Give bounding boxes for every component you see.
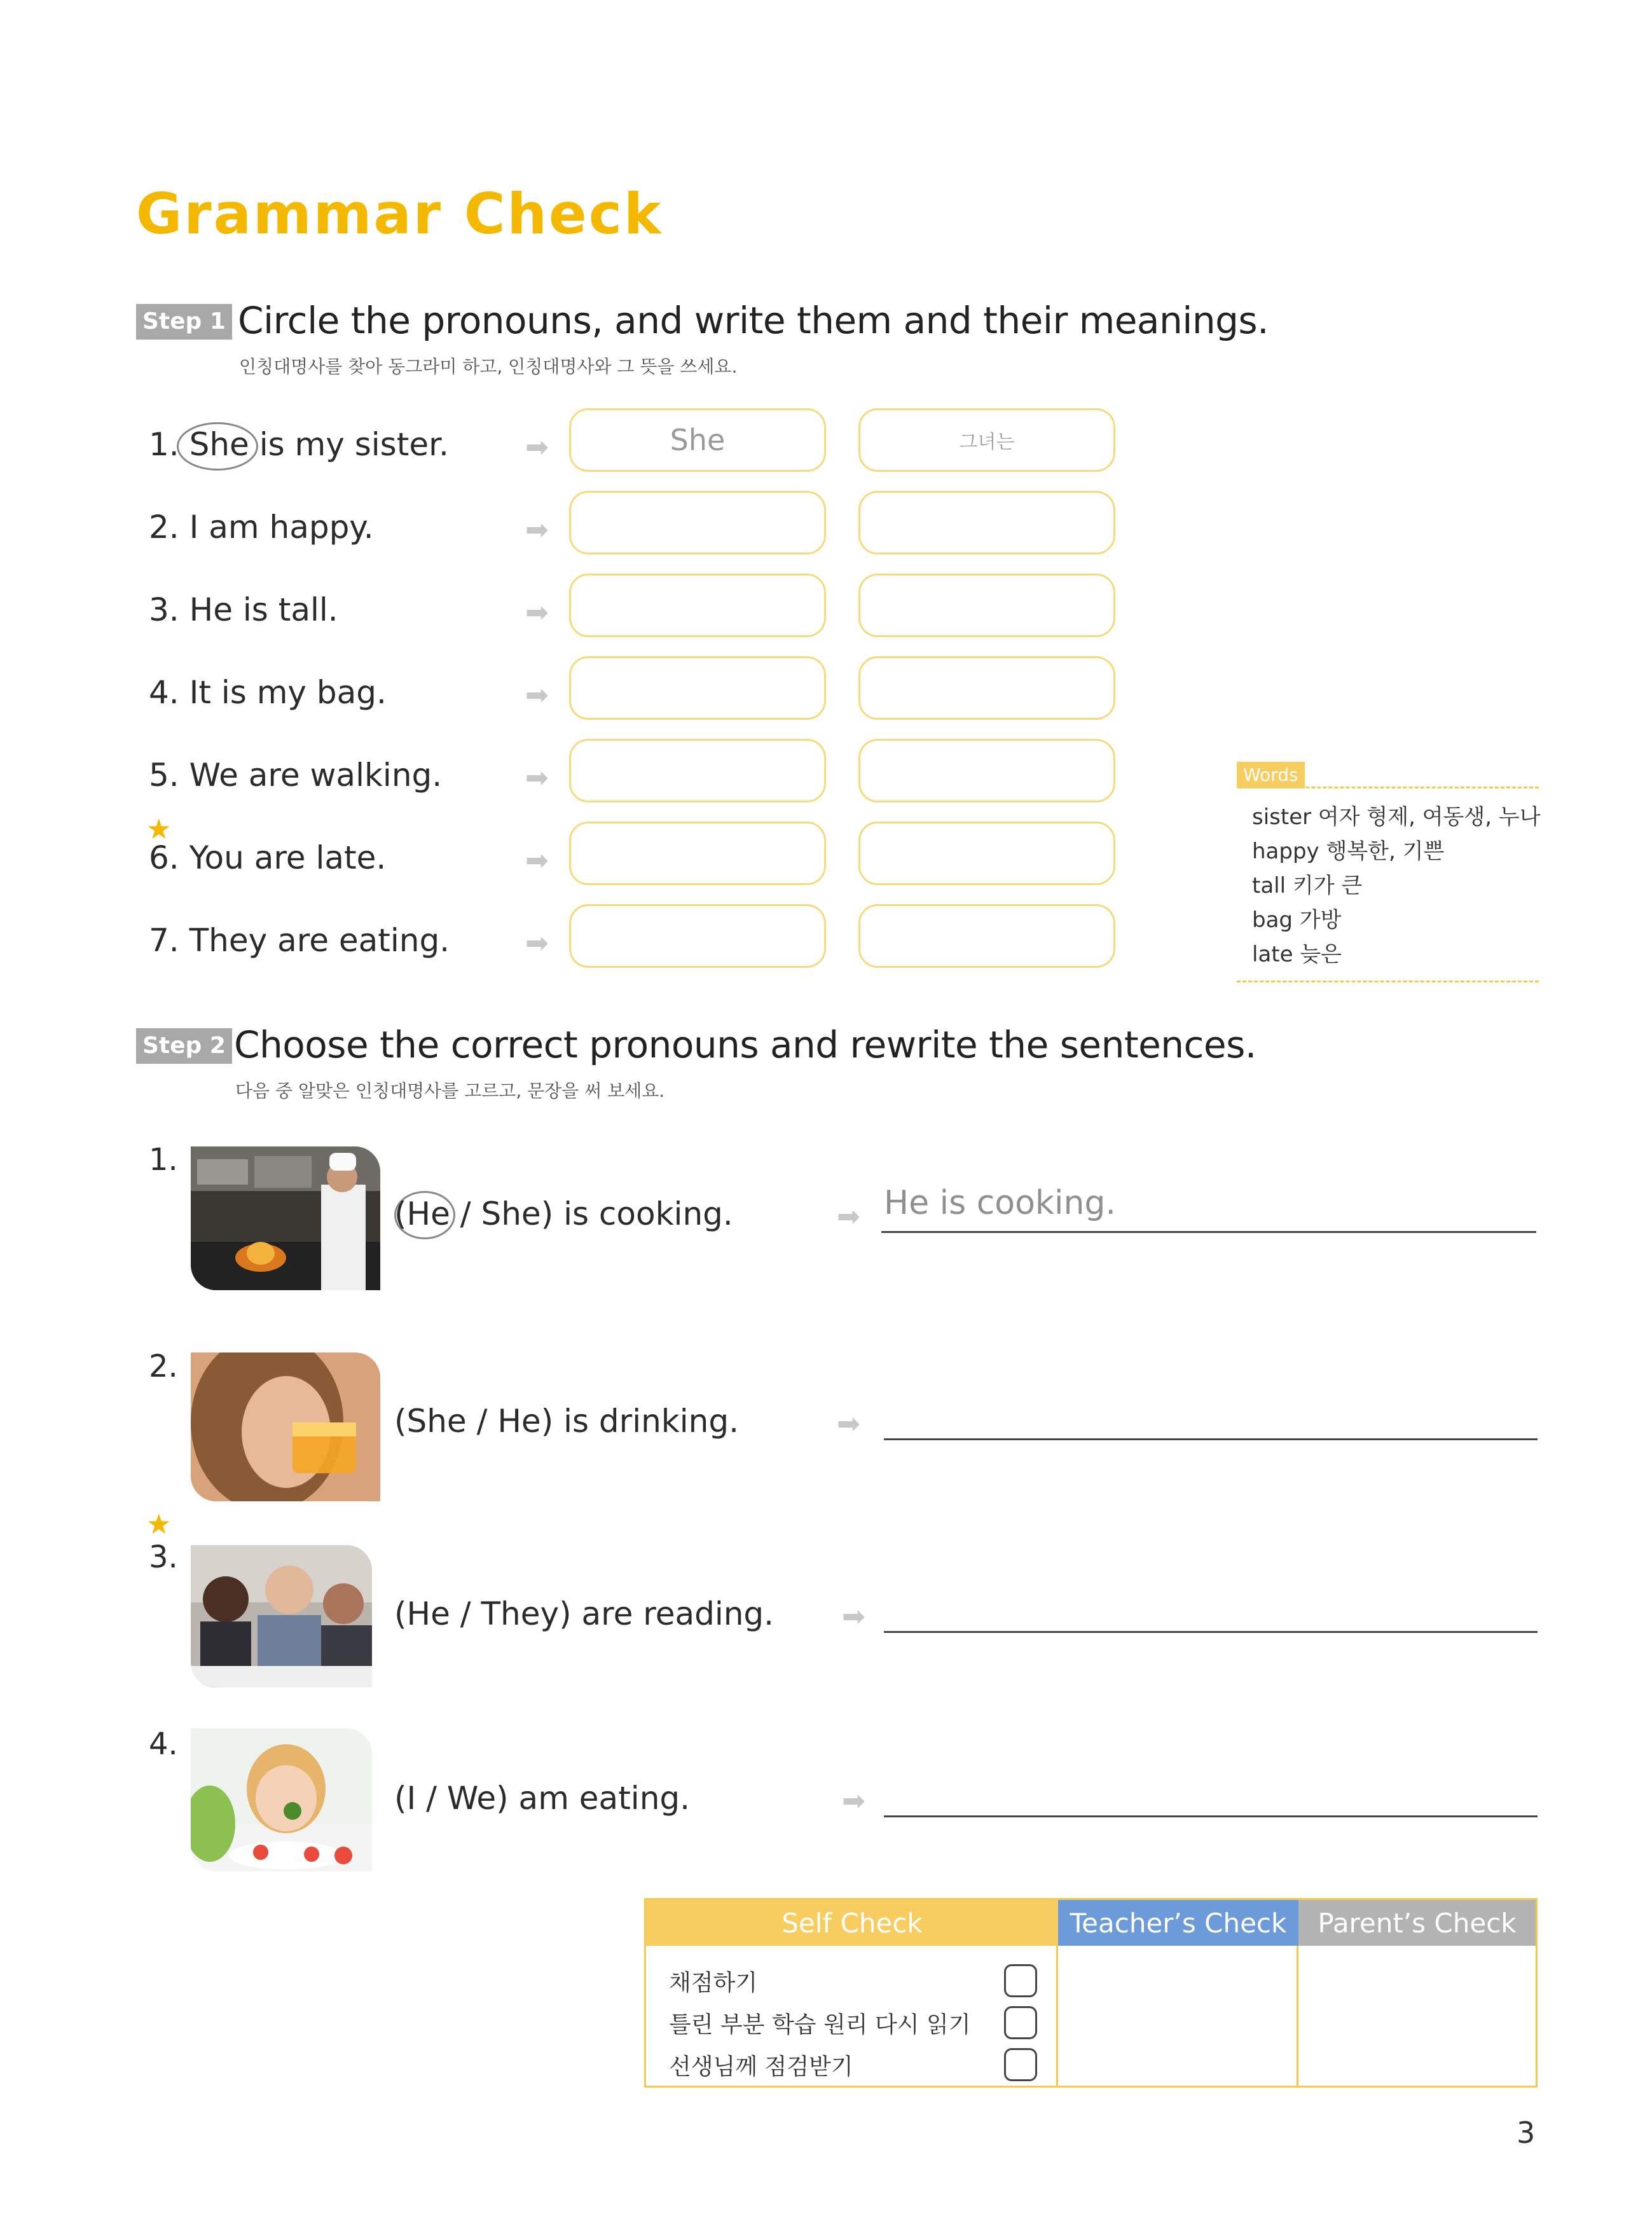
word-entry: late 늦은 — [1252, 942, 1342, 967]
answer-meaning-box[interactable] — [858, 904, 1115, 968]
words-box — [1237, 762, 1539, 982]
answer-word-box[interactable] — [569, 408, 826, 472]
answer-line[interactable] — [884, 1630, 1538, 1633]
prompt-sentence: (I / We) am eating. — [394, 1780, 691, 1817]
page-title: Grammar Check — [136, 181, 663, 247]
item-sentence: We are walking. — [189, 757, 443, 794]
self-check-row — [669, 2002, 1056, 2044]
item-sentence: I am happy. — [189, 509, 374, 546]
answer-word-box[interactable] — [569, 491, 826, 554]
arrow-right-icon: ➡ — [837, 1201, 860, 1233]
item-number: 5. — [149, 757, 179, 794]
item-number: 3. — [149, 591, 179, 628]
item-number: 3. — [149, 1539, 178, 1575]
teacher-check-header: Teacher’s Check — [1058, 1900, 1298, 1946]
step2-subheading: 다음 중 알맞은 인칭대명사를 고르고, 문장을 써 보세요. — [235, 1080, 665, 1101]
words-list — [1237, 788, 1539, 982]
answer-line[interactable] — [884, 1437, 1538, 1440]
word-entry: tall 키가 큰 — [1252, 873, 1363, 898]
words-label: Words — [1237, 762, 1305, 788]
item-sentence: He is tall. — [189, 591, 338, 628]
arrow-right-icon: ➡ — [525, 679, 549, 712]
sample-answer: He is cooking. — [884, 1184, 1116, 1222]
self-check-header: Self Check — [646, 1900, 1058, 1946]
girl-eating-photo — [191, 1728, 372, 1871]
self-check-row — [669, 2044, 1056, 2086]
star-icon: ★ — [146, 813, 172, 846]
self-check-label: 채점하기 — [669, 1969, 758, 1996]
word-entry: bag 가방 — [1252, 907, 1342, 933]
answer-word-box[interactable] — [569, 739, 826, 802]
answer-word-box[interactable] — [569, 904, 826, 968]
check-table-body — [646, 1946, 1536, 2088]
step1-item-3 — [149, 591, 338, 628]
item-sentence: She is my sister. — [189, 426, 449, 463]
prompt-sentence: (He / They) are reading. — [394, 1595, 774, 1632]
answer-line[interactable] — [881, 1230, 1536, 1233]
answer-meaning-box[interactable] — [858, 822, 1115, 885]
item-number: 2. — [149, 509, 179, 546]
prompt-sentence: (She / He) is drinking. — [394, 1403, 739, 1440]
teacher-check-area[interactable] — [1058, 1946, 1298, 2088]
page-number: 3 — [1517, 2116, 1536, 2150]
parent-check-header: Parent’s Check — [1298, 1900, 1536, 1946]
step1-item-4 — [149, 674, 387, 711]
step1-badge: Step 1 — [136, 304, 232, 340]
self-check-checkbox[interactable] — [1004, 2048, 1037, 2081]
step1-item-6 — [149, 839, 386, 876]
word-entry: sister 여자 형제, 여동생, 누나 — [1252, 804, 1541, 830]
self-check-row — [669, 1960, 1056, 2002]
star-icon: ★ — [146, 1508, 172, 1541]
arrow-right-icon: ➡ — [525, 514, 549, 546]
answer-word-box[interactable] — [569, 574, 826, 637]
prompt-sentence: (He / She) is cooking. — [394, 1195, 733, 1232]
arrow-right-icon: ➡ — [525, 927, 549, 960]
self-check-list — [646, 1946, 1058, 2088]
arrow-right-icon: ➡ — [525, 844, 549, 877]
self-check-label: 선생님께 점검받기 — [669, 2053, 853, 2080]
arrow-right-icon: ➡ — [837, 1408, 860, 1440]
pronoun-circle-mark — [177, 422, 258, 471]
item-sentence: It is my bag. — [189, 674, 387, 711]
step1-item-2 — [149, 509, 374, 546]
check-table — [644, 1898, 1538, 2088]
item-number: 6. — [149, 839, 179, 876]
arrow-right-icon: ➡ — [525, 431, 549, 464]
chef-cooking-photo — [191, 1146, 380, 1290]
answer-meaning-box[interactable] — [858, 574, 1115, 637]
item-number: 4. — [149, 1726, 178, 1762]
step1-subheading: 인칭대명사를 찾아 동그라미 하고, 인칭대명사와 그 뜻을 쓰세요. — [239, 356, 738, 377]
arrow-right-icon: ➡ — [525, 762, 549, 794]
step1-heading: Circle the pronouns, and write them and their meanings. — [238, 299, 1269, 342]
answer-word-box[interactable] — [569, 822, 826, 885]
step2-badge: Step 2 — [136, 1028, 232, 1064]
self-check-checkbox[interactable] — [1004, 1964, 1037, 1997]
answer-meaning-box[interactable] — [858, 408, 1115, 472]
answer-meaning: 그녀는 — [959, 431, 1015, 453]
answer-word-box[interactable] — [569, 656, 826, 720]
item-sentence: They are eating. — [189, 922, 450, 959]
parent-check-area[interactable] — [1298, 1946, 1536, 2088]
self-check-label: 틀린 부분 학습 원리 다시 읽기 — [669, 2011, 971, 2038]
arrow-right-icon: ➡ — [842, 1785, 865, 1817]
step1-item-5 — [149, 757, 442, 794]
arrow-right-icon: ➡ — [842, 1600, 865, 1633]
item-number: 1. — [149, 426, 179, 463]
answer-meaning-box[interactable] — [858, 491, 1115, 554]
item-sentence: You are late. — [189, 839, 387, 876]
word-entry: happy 행복한, 기쁜 — [1252, 839, 1445, 864]
answer-meaning-box[interactable] — [858, 656, 1115, 720]
item-number: 7. — [149, 922, 179, 959]
answer-line[interactable] — [884, 1814, 1538, 1817]
item-number: 4. — [149, 674, 179, 711]
item-number: 1. — [149, 1142, 178, 1178]
self-check-checkbox[interactable] — [1004, 2006, 1037, 2039]
check-table-header — [646, 1900, 1536, 1946]
woman-drinking-photo — [191, 1352, 380, 1501]
item-number: 2. — [149, 1349, 178, 1384]
men-reading-photo — [191, 1545, 372, 1688]
answer-word: She — [670, 423, 726, 457]
answer-meaning-box[interactable] — [858, 739, 1115, 802]
arrow-right-icon: ➡ — [525, 596, 549, 629]
step2-heading: Choose the correct pronouns and rewrite the sentences. — [234, 1023, 1256, 1066]
step1-item-7 — [149, 922, 450, 959]
